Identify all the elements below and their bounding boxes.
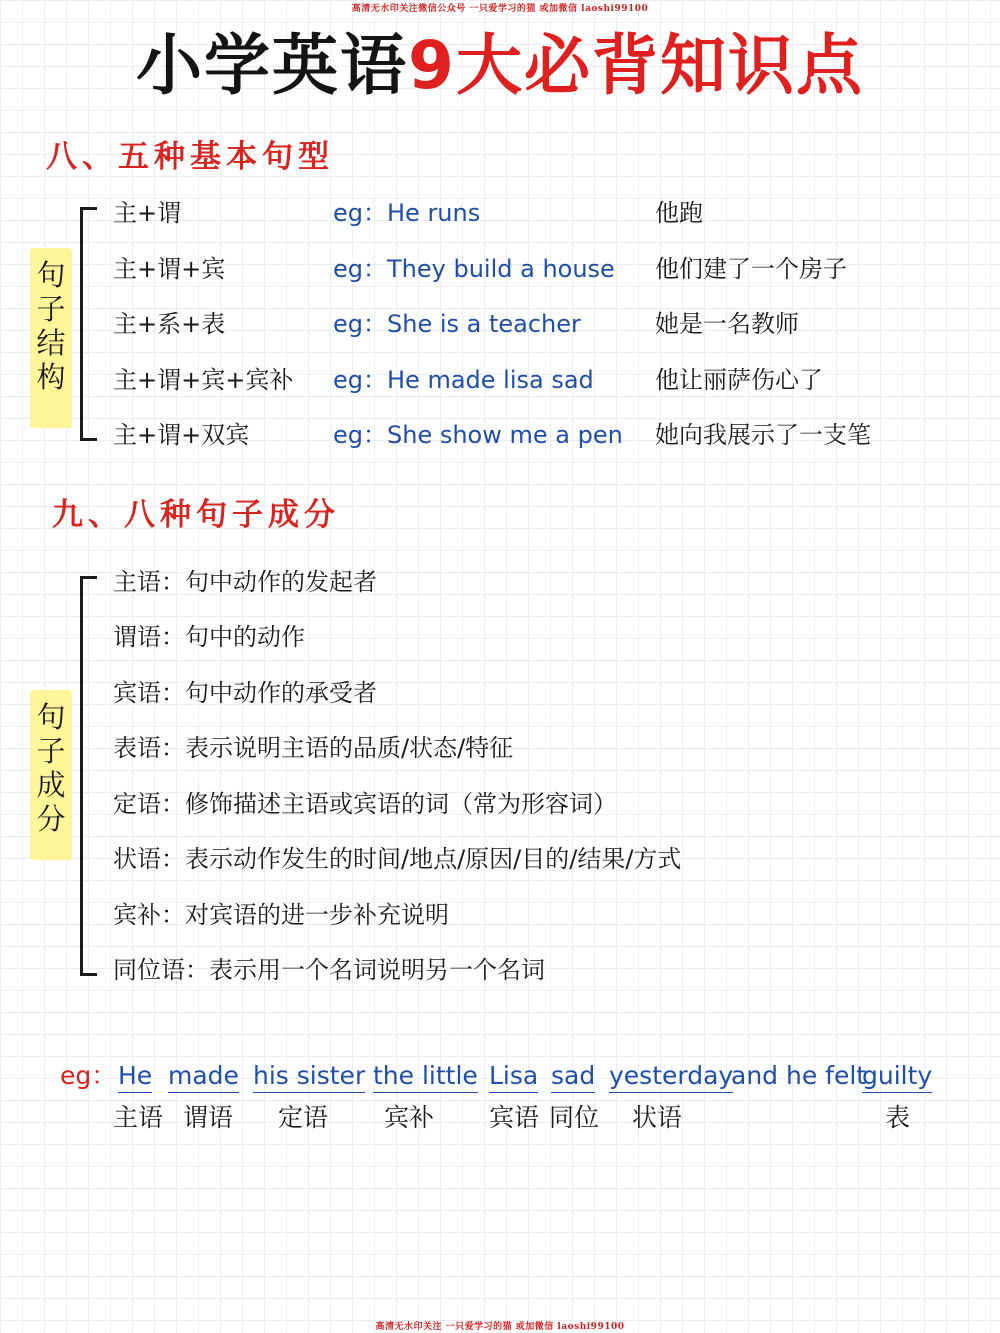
component-label: 状语	[632, 1103, 683, 1132]
title-part-black: 小学英语	[136, 27, 409, 104]
component-label: 表	[885, 1103, 911, 1132]
pattern-example: eg：She show me a pen	[333, 421, 623, 449]
title-part-red: 9大必背知识点	[408, 27, 864, 104]
component-definition: 定语：修饰描述主语或宾语的词（常为形容词）	[113, 790, 617, 818]
component-label: 宾语	[489, 1103, 540, 1132]
pattern-example: eg：He made lisa sad	[333, 366, 594, 394]
example-label: eg：	[60, 1061, 117, 1090]
pattern-example: eg：He runs	[333, 199, 481, 227]
example-word: made	[168, 1060, 239, 1093]
component-definition: 主语：句中动作的发起者	[113, 568, 377, 596]
sentence-pattern: 主+系+表	[113, 310, 226, 338]
example-word: He	[118, 1060, 152, 1093]
section8-side-label: 句 子 结 构	[30, 248, 72, 428]
section8-heading: 八、五种基本句型	[46, 139, 334, 175]
example-word: guilty	[862, 1060, 932, 1093]
section9-bracket	[80, 576, 97, 976]
component-definition: 同位语：表示用一个名词说明另一个名词	[113, 956, 545, 984]
component-definition: 表语：表示说明主语的品质/状态/特征	[113, 734, 514, 762]
example-word: his sister	[253, 1060, 365, 1093]
pattern-example: eg：She is a teacher	[333, 310, 581, 338]
example-word: the little	[373, 1060, 478, 1093]
pattern-translation: 她向我展示了一支笔	[655, 421, 871, 449]
component-definition: 宾补：对宾语的进一步补充说明	[113, 901, 449, 929]
component-label: 谓语	[183, 1103, 234, 1132]
section8-bracket	[80, 207, 97, 441]
example-word: and he felt	[731, 1061, 867, 1090]
example-word: Lisa	[489, 1060, 538, 1093]
component-definition: 谓语：句中的动作	[113, 623, 305, 651]
section9-side-label: 句 子 成 分	[30, 690, 72, 860]
component-label: 宾补	[384, 1103, 435, 1132]
example-word: yesterday	[609, 1060, 733, 1093]
pattern-example: eg：They build a house	[333, 255, 615, 283]
component-definition: 状语：表示动作发生的时间/地点/原因/目的/结果/方式	[113, 845, 682, 873]
page-title	[0, 26, 1000, 106]
sentence-pattern: 主+谓+双宾	[113, 421, 250, 449]
sentence-pattern: 主+谓+宾+宾补	[113, 366, 294, 394]
pattern-translation: 他跑	[655, 199, 703, 227]
component-label: 定语	[278, 1103, 329, 1132]
example-word: sad	[551, 1060, 595, 1093]
component-label: 主语	[113, 1103, 164, 1132]
pattern-translation: 他们建了一个房子	[655, 255, 847, 283]
component-definition: 宾语：句中动作的承受者	[113, 679, 377, 707]
sentence-pattern: 主+谓	[113, 199, 182, 227]
component-label: 同位	[549, 1103, 600, 1132]
section9-heading: 九、八种句子成分	[52, 497, 340, 533]
watermark-bottom: 高清无水印关注 一只爱学习的猫 或加微信 laoshi99100	[375, 1322, 625, 1332]
watermark-top: 高清无水印关注微信公众号 一只爱学习的猫 或加微信 laoshi99100	[351, 4, 649, 14]
pattern-translation: 她是一名教师	[655, 310, 799, 338]
sentence-pattern: 主+谓+宾	[113, 255, 226, 283]
pattern-translation: 他让丽萨伤心了	[655, 366, 823, 394]
